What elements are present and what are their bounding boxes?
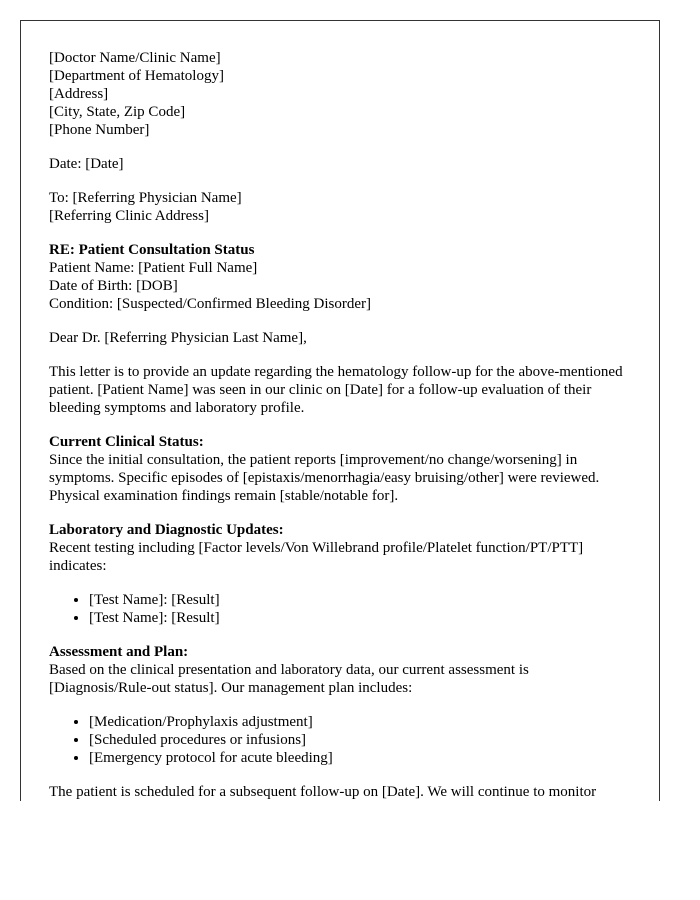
sender-block	[49, 49, 631, 139]
list-item: • [Medication/Prophylaxis adjustment]	[89, 713, 631, 731]
letter-page	[20, 20, 660, 801]
section-heading: Laboratory and Diagnostic Updates:	[49, 522, 284, 538]
section-text: Based on the clinical presentation and laboratory data, our current assessment is [Diagnosis/Rule-out status]. Our management plan includes:	[49, 662, 529, 696]
lab-results-list	[49, 591, 631, 627]
sender-line: [Phone Number]	[49, 122, 150, 138]
sender-line: [Department of Hematology]	[49, 68, 224, 84]
clinical-status-section	[49, 433, 631, 505]
section-text: Recent testing including [Factor levels/Von Willebrand profile/Platelet function/PT/PTT] indicates:	[49, 540, 584, 574]
re-line: Condition: [Suspected/Confirmed Bleeding Disorder]	[49, 296, 372, 312]
list-item: • [Scheduled procedures or infusions]	[89, 731, 631, 749]
sender-line: [Doctor Name/Clinic Name]	[49, 50, 221, 66]
plan-section	[49, 643, 631, 697]
salutation: Dear Dr. [Referring Physician Last Name],	[49, 330, 307, 346]
re-block	[49, 241, 631, 313]
list-item: • [Test Name]: [Result]	[89, 609, 631, 627]
plan-list	[49, 713, 631, 767]
re-line: Date of Birth: [DOB]	[49, 278, 178, 294]
section-heading: Current Clinical Status:	[49, 434, 204, 450]
sender-line: [Address]	[49, 86, 109, 102]
recipient-line: [Referring Clinic Address]	[49, 208, 209, 224]
list-item: • [Emergency protocol for acute bleeding]	[89, 749, 631, 767]
section-heading: Assessment and Plan:	[49, 644, 189, 660]
sender-line: [City, State, Zip Code]	[49, 104, 186, 120]
intro-paragraph: This letter is to provide an update regarding the hematology follow-up for the above-mentioned patient. [Patient Name] was seen in our clinic on [Date] for a follow-up evaluation of their bleeding symptoms and laboratory profile.	[49, 364, 623, 416]
letter-date: Date: [Date]	[49, 156, 124, 172]
closing-paragraph: The patient is scheduled for a subsequent follow-up on [Date]. We will continue to monitor	[49, 784, 597, 800]
recipient-line: To: [Referring Physician Name]	[49, 190, 242, 206]
list-item: • [Test Name]: [Result]	[89, 591, 631, 609]
recipient-block	[49, 189, 631, 225]
re-line: Patient Name: [Patient Full Name]	[49, 260, 258, 276]
lab-section	[49, 521, 631, 575]
section-text: Since the initial consultation, the patient reports [improvement/no change/worsening] in symptoms. Specific episodes of [epistaxis/menorrhagia/easy bruising/other] were reviewed. Physical examination findings remain [stable/notable for].	[49, 452, 600, 504]
re-title: RE: Patient Consultation Status	[49, 242, 255, 258]
